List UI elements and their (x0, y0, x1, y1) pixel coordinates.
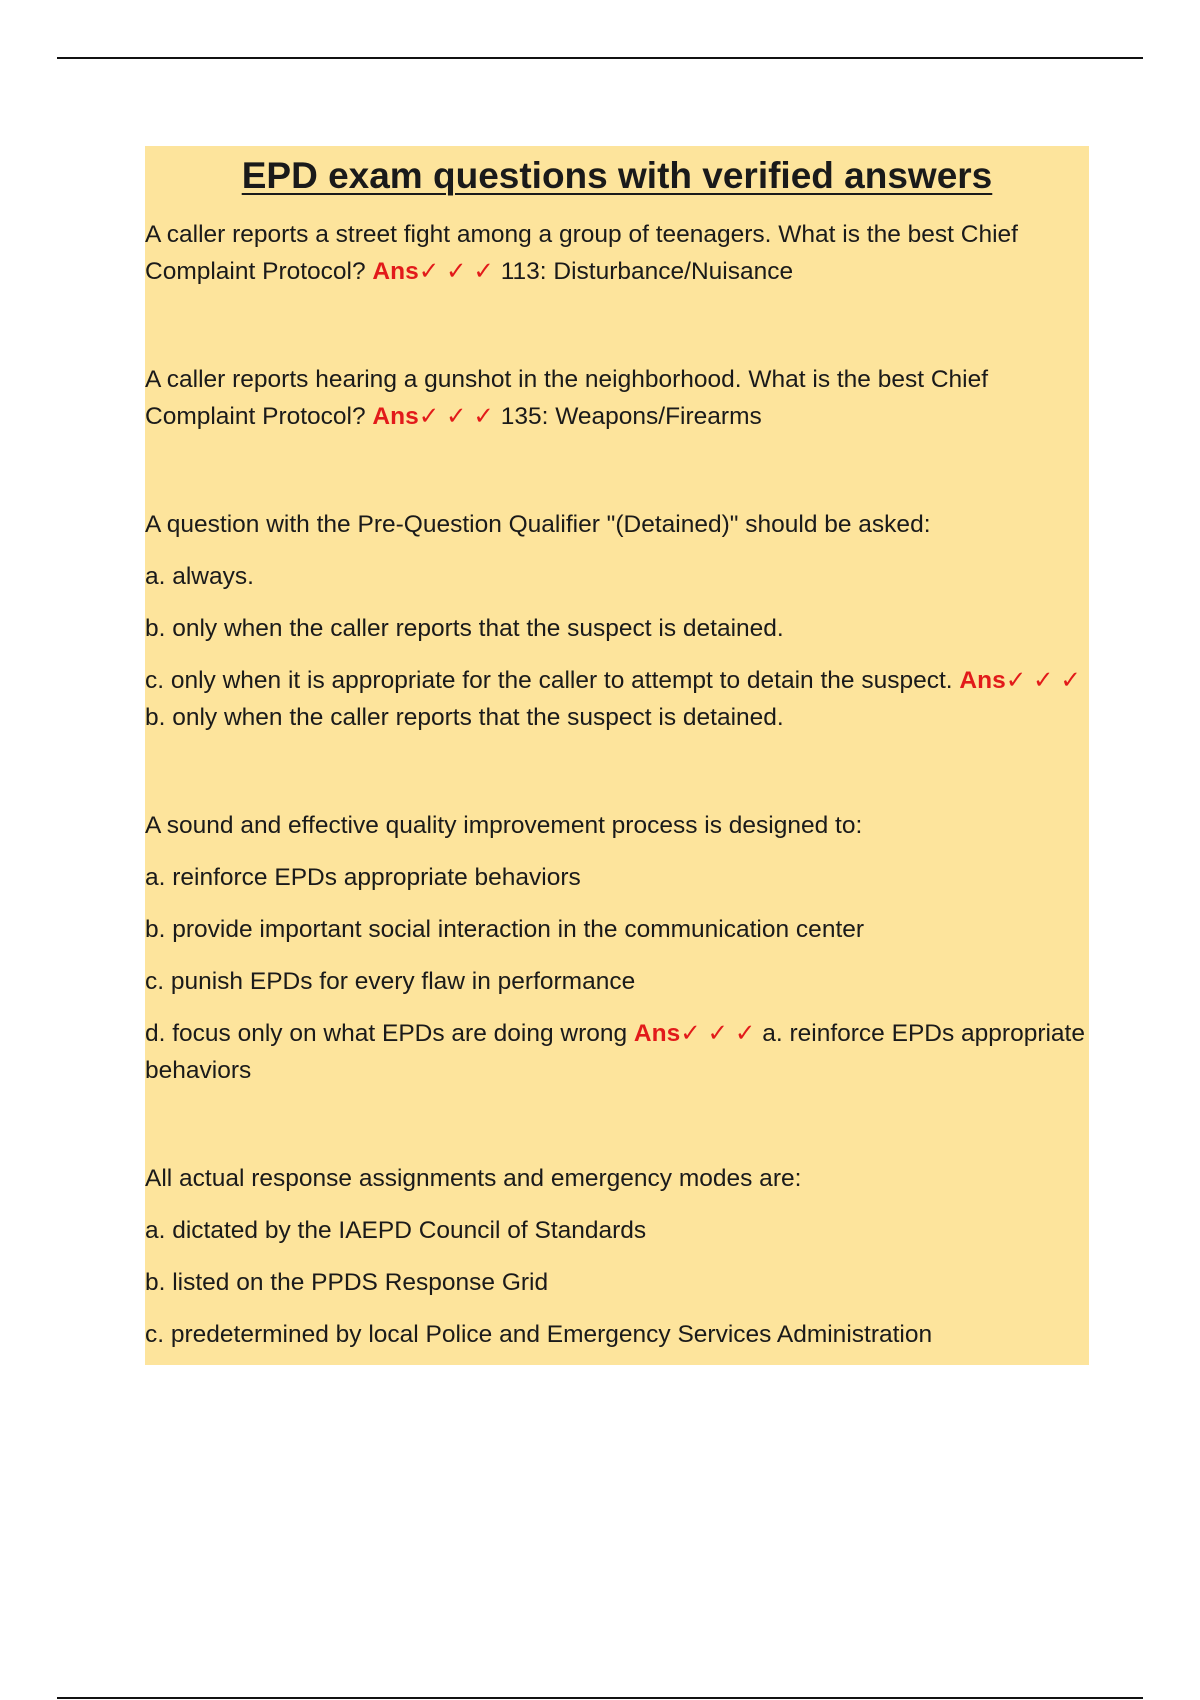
header-rule (57, 57, 1143, 59)
question-3-option: b. only when the caller reports that the suspect is detained. (145, 615, 784, 643)
answer-label: Ans (633, 1020, 681, 1048)
document-body (145, 146, 1089, 1365)
question-3-option: c. only when it is appropriate for the caller to attempt to detain the suspect. (145, 667, 953, 695)
question-5-option: a. dictated by the IAEPD Council of Standards (145, 1217, 647, 1245)
question-2-answer: 135: Weapons/Firearms (500, 403, 762, 431)
question-1-answer: 113: Disturbance/Nuisance (500, 258, 794, 286)
answer-label: Ans (372, 403, 419, 431)
question-2 (145, 361, 1089, 435)
question-2-text: A caller reports hearing a gunshot in the neighborhood. What is the best Chief Complaint Protocol? (145, 366, 989, 431)
question-4-option-with-answer (145, 1015, 1089, 1089)
check-marks-icon: ✓ ✓ ✓ (680, 1020, 756, 1048)
question-1-text: A caller reports a street fight among a group of teenagers. What is the best Chief Complaint Protocol? (145, 221, 1018, 286)
question-4-option: a. reinforce EPDs appropriate behaviors (145, 864, 581, 892)
question-1 (145, 216, 1089, 290)
footer-rule (57, 1697, 1143, 1699)
question-4-option: d. focus only on what EPDs are doing wrong (145, 1020, 628, 1048)
question-3-text: A question with the Pre-Question Qualifier "(Detained)" should be asked: (145, 511, 931, 539)
question-4-text: A sound and effective quality improvement process is designed to: (145, 812, 863, 840)
answer-label: Ans (959, 667, 1006, 695)
question-4-option: b. provide important social interaction in the communication center (145, 916, 865, 944)
question-5-option: b. listed on the PPDS Response Grid (145, 1269, 549, 1297)
question-5-option: c. predetermined by local Police and Emergency Services Administration (145, 1321, 933, 1349)
check-marks-icon: ✓ ✓ ✓ (418, 258, 494, 286)
question-3-option-with-answer (145, 662, 1089, 736)
question-4-option: c. punish EPDs for every flaw in performance (145, 968, 636, 996)
answer-label: Ans (372, 258, 419, 286)
document-title: EPD exam questions with verified answers (241, 155, 993, 196)
question-5-text: All actual response assignments and emergency modes are: (145, 1165, 802, 1193)
question-3-answer: b. only when the caller reports that the suspect is detained. (145, 704, 784, 732)
check-marks-icon: ✓ ✓ ✓ (1005, 667, 1081, 695)
question-4-answer: a. reinforce EPDs appropriate behaviors (145, 1020, 1085, 1085)
question-3-option: a. always. (145, 563, 254, 591)
check-marks-icon: ✓ ✓ ✓ (418, 403, 494, 431)
